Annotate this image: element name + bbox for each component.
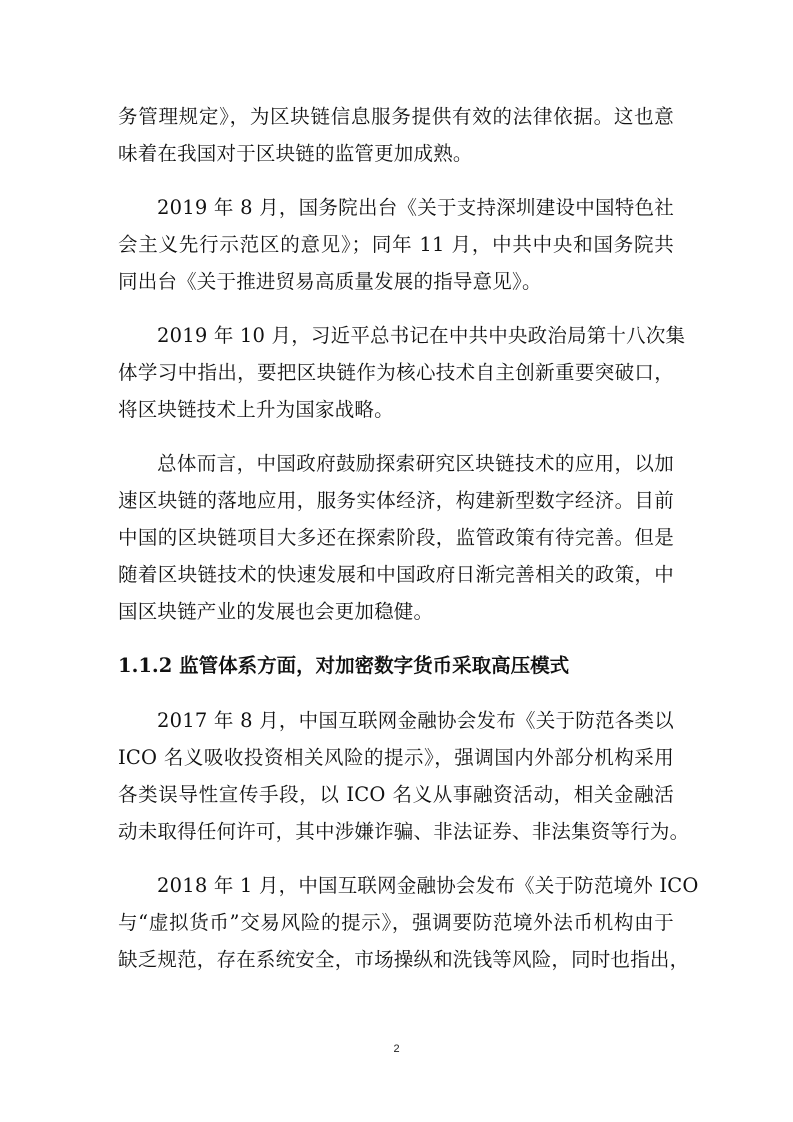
paragraph-2018-january <box>118 867 699 978</box>
text-line: 同出台《关于推进贸易高质量发展的指导意见》。 <box>118 270 542 293</box>
text-line: 国区块链产业的发展也会更加稳健。 <box>118 600 434 623</box>
text-line: 味着在我国对于区块链的监管更加成熟。 <box>118 142 473 165</box>
text-line: 随着区块链技术的快速发展和中国政府日渐完善相关的政策，中 <box>118 563 674 586</box>
text-line: 各类误导性宣传手段，以 ICO 名义从事融资活动，相关金融活 <box>118 783 674 806</box>
paragraph-2019-october <box>118 317 686 428</box>
text-line: 总体而言，中国政府鼓励探索研究区块链技术的应用，以加 <box>157 452 674 475</box>
text-line: 速区块链的落地应用，服务实体经济，构建新型数字经济。目前 <box>118 489 674 512</box>
paragraph-summary <box>118 445 674 630</box>
page-number: 2 <box>393 1043 400 1055</box>
paragraph-regulation-continued <box>118 98 674 172</box>
text-line: 2018 年 1 月，中国互联网金融协会发布《关于防范境外 ICO <box>157 874 699 897</box>
page-body <box>118 98 699 995</box>
paragraph-2017-august <box>118 702 690 850</box>
text-line: 务管理规定》，为区块链信息服务提供有效的法律依据。这也意 <box>118 105 674 128</box>
text-line: 会主义先行示范区的意见》；同年 11 月，中共中央和国务院共 <box>118 233 674 256</box>
text-line: 将区块链技术上升为国家战略。 <box>118 398 394 421</box>
text-line: 动未取得任何许可，其中涉嫌诈骗、非法证券、非法集资等行为。 <box>118 820 690 843</box>
paragraph-2019-august <box>118 189 674 300</box>
text-line: 与“虚拟货币”交易风险的提示》，强调要防范境外法币机构由于 <box>118 911 674 934</box>
text-line: 2017 年 8 月，中国互联网金融协会发布《关于防范各类以 <box>157 709 674 732</box>
section-heading: 1.1.2 监管体系方面，对加密数字货币采取高压模式 <box>118 654 570 677</box>
text-line: 中国的区块链项目大多还在探索阶段，监管政策有待完善。但是 <box>118 526 674 549</box>
text-line: ICO 名义吸收投资相关风险的提示》，强调国内外部分机构采用 <box>118 746 674 769</box>
text-line: 缺乏规范，存在系统安全，市场操纵和洗钱等风险，同时也指出， <box>118 948 690 971</box>
text-line: 体学习中指出，要把区块链作为核心技术自主创新重要突破口， <box>118 361 674 384</box>
text-line: 2019 年 10 月，习近平总书记在中共中央政治局第十八次集 <box>157 324 686 347</box>
text-line: 2019 年 8 月，国务院出台《关于支持深圳建设中国特色社 <box>157 196 674 219</box>
